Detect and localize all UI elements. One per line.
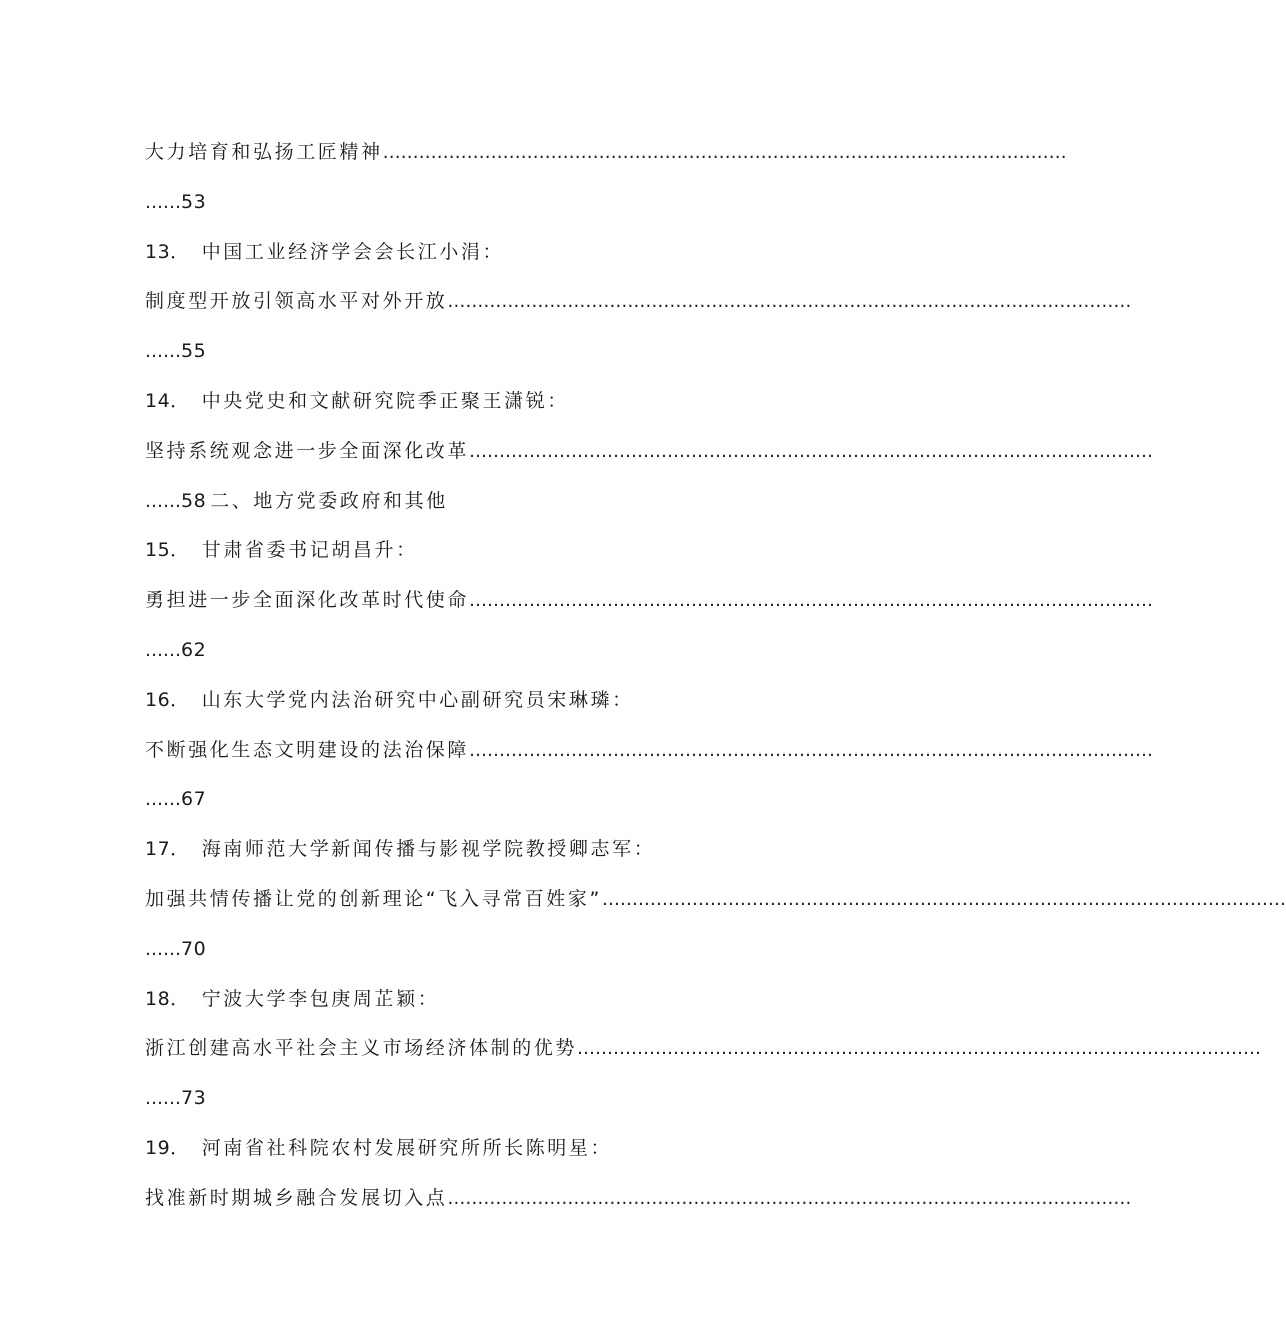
toc-dot-leader: …………………………………………………………………………………………………… <box>469 590 1154 612</box>
toc-page-number: 58 <box>181 489 207 512</box>
toc-page-line <box>145 626 805 676</box>
toc-page-line <box>145 775 805 825</box>
toc-section-heading: 二、地方党委政府和其他 <box>210 489 448 512</box>
table-of-contents <box>145 128 1286 1224</box>
toc-entry-title: 不断强化生态文明建设的法治保障 <box>145 738 470 761</box>
toc-entry-heading <box>145 228 805 278</box>
toc-entry-title-line <box>145 875 1286 925</box>
toc-dot-leader-short: …… <box>145 639 181 661</box>
toc-entry-title-line <box>145 1024 1262 1074</box>
toc-entry-title-line <box>145 277 1132 327</box>
toc-page-number: 62 <box>181 638 207 661</box>
toc-entry-number: 18． <box>145 987 190 1010</box>
toc-dot-leader-short: …… <box>145 341 181 363</box>
toc-entry-number: 14． <box>145 389 190 412</box>
toc-entry-title-line <box>145 427 1154 477</box>
toc-entry-title: 制度型开放引领高水平对外开放 <box>145 290 448 313</box>
toc-entry-title: 勇担进一步全面深化改革时代使命 <box>145 589 470 612</box>
toc-entry-number: 16． <box>145 688 190 711</box>
toc-entry-heading <box>145 526 805 576</box>
toc-entry-heading <box>145 676 805 726</box>
toc-entry-number: 15． <box>145 539 190 562</box>
toc-entry-author: 山东大学党内法治研究中心副研究员宋琳璘： <box>201 688 634 711</box>
toc-dot-leader-short: …… <box>145 1088 181 1110</box>
toc-entry-author: 河南省社科院农村发展研究所所长陈明星： <box>201 1136 613 1159</box>
toc-entry-title-line <box>145 1174 1132 1224</box>
toc-entry-title-line <box>145 576 1154 626</box>
toc-page-number: 55 <box>181 340 207 363</box>
toc-page-number: 73 <box>181 1087 207 1110</box>
toc-entry-title: 浙江创建高水平社会主义市场经济体制的优势 <box>145 1037 578 1060</box>
toc-page-number: 70 <box>181 937 207 960</box>
toc-page-line <box>145 925 805 975</box>
toc-page-line <box>145 1074 805 1124</box>
toc-entry-author: 中国工业经济学会会长江小涓： <box>201 240 505 263</box>
toc-page-line <box>145 327 805 377</box>
toc-entry-author: 中央党史和文献研究院季正聚王潇锐： <box>201 389 569 412</box>
toc-page-number: 53 <box>181 190 207 213</box>
toc-dot-leader: …………………………………………………………………………………………………… <box>601 888 1286 910</box>
toc-entry-title: 大力培育和弘扬工匠精神 <box>145 141 383 163</box>
toc-page-line <box>145 178 805 228</box>
toc-entry-title: 找准新时期城乡融合发展切入点 <box>145 1186 448 1209</box>
toc-entry-author: 甘肃省委书记胡昌升： <box>201 539 418 562</box>
toc-entry-number: 13． <box>145 240 190 263</box>
toc-entry-heading <box>145 1124 805 1174</box>
toc-dot-leader-short: …… <box>145 938 181 960</box>
toc-entry-title: 坚持系统观念进一步全面深化改革 <box>145 439 470 462</box>
toc-entry-heading <box>145 975 805 1025</box>
toc-dot-leader-short: …… <box>145 191 181 213</box>
toc-entry-author: 宁波大学李包庚周芷颖： <box>201 987 440 1010</box>
toc-dot-leader-short: …… <box>145 490 181 512</box>
toc-entry-number: 19． <box>145 1136 190 1159</box>
toc-dot-leader: …………………………………………………………………………………………………… <box>382 142 1067 163</box>
toc-entry-title: 加强共情传播让党的创新理论“飞入寻常百姓家” <box>145 887 602 910</box>
toc-dot-leader: …………………………………………………………………………………………………… <box>469 739 1154 761</box>
toc-page-line <box>145 477 805 527</box>
toc-dot-leader: …………………………………………………………………………………………………… <box>447 1187 1132 1209</box>
toc-dot-leader: …………………………………………………………………………………………………… <box>577 1038 1262 1060</box>
toc-dot-leader: …………………………………………………………………………………………………… <box>469 440 1154 462</box>
toc-entry-title-line <box>145 726 1154 776</box>
toc-dot-leader-short: …… <box>145 789 181 811</box>
toc-entry-author: 海南师范大学新闻传播与影视学院教授卿志军： <box>201 838 656 861</box>
toc-entry-heading <box>145 825 805 875</box>
toc-entry-heading <box>145 377 805 427</box>
toc-entry-title-line <box>145 128 1067 178</box>
toc-entry-number: 17． <box>145 838 190 861</box>
toc-page-number: 67 <box>181 788 207 811</box>
toc-dot-leader: …………………………………………………………………………………………………… <box>447 291 1132 313</box>
